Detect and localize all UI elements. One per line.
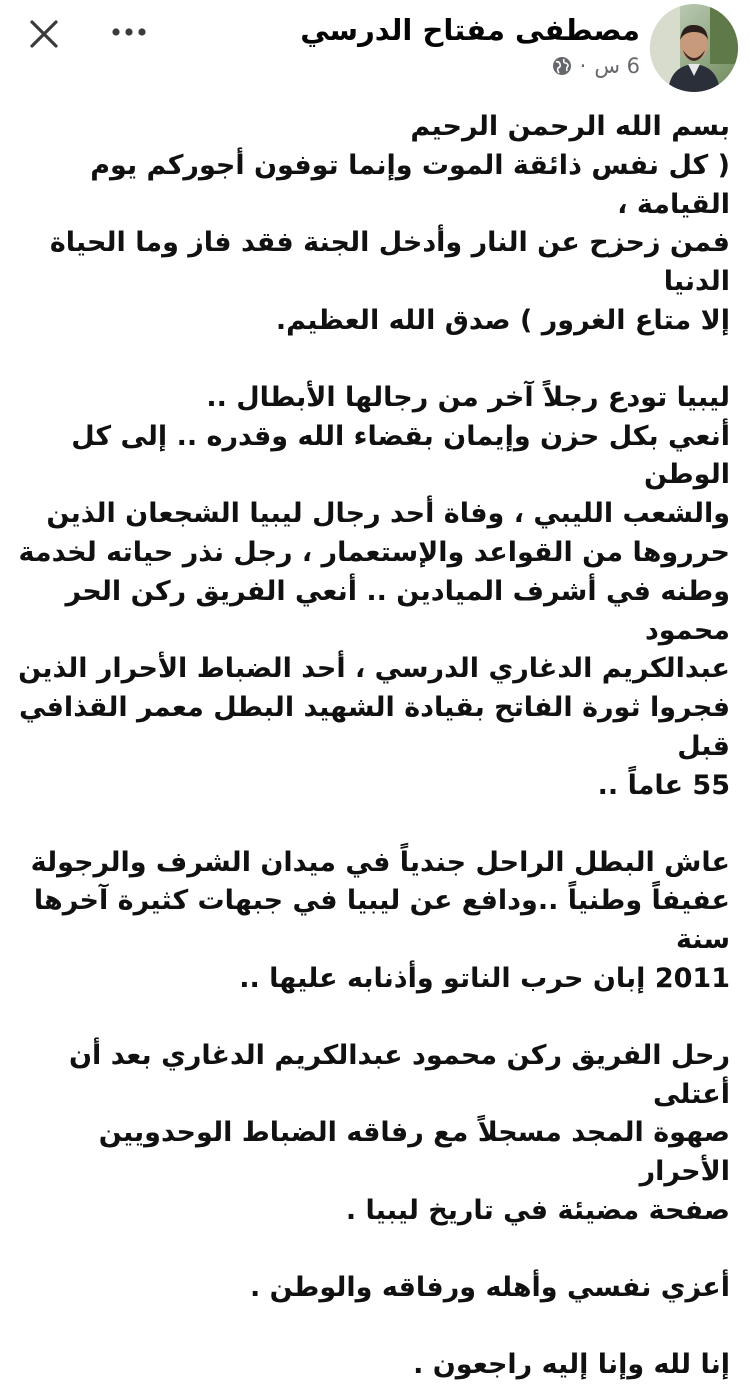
post-line: عبدالكريم الدغاري الدرسي ، أحد الضباط الأحرار الذين <box>18 653 730 685</box>
post-line: ليبيا تودع رجلاً آخر من رجالها الأبطال .. <box>206 381 730 413</box>
more-dots-icon <box>111 27 147 37</box>
post-line: أنعي بكل حزن وإيمان بقضاء الله وقدره .. إلى كل الوطن <box>71 420 730 491</box>
meta-separator: · <box>579 54 587 78</box>
post-line: صفحة مضيئة في تاريخ ليبيا . <box>345 1194 730 1226</box>
avatar[interactable] <box>650 4 738 92</box>
post-line: ( كل نفس ذائقة الموت وإنما توفون أجوركم يوم القيامة ، <box>90 149 730 220</box>
post-line: أعزي نفسي وأهله ورفاقه والوطن . <box>249 1271 730 1303</box>
post-line: عفيفاً وطنياً ..ودافع عن ليبيا في جبهات كثيرة آخرها سنة <box>33 885 730 956</box>
post-line: 2011 إبان حرب الناتو وأذنابه عليها .. <box>239 962 730 994</box>
post-time[interactable]: 6 س <box>594 54 640 78</box>
post-line: وطنه في أشرف الميادين .. أنعي الفريق ركن الحر محمود <box>65 575 730 646</box>
post-line: رحل الفريق ركن محمود عبدالكريم الدغاري بعد أن أعتلى <box>69 1039 730 1110</box>
post-meta <box>300 54 640 78</box>
paragraph-gap <box>18 999 730 1037</box>
post-line: عاش البطل الراحل جندياً في ميدان الشرف والرجولة <box>30 846 730 878</box>
post-line: إلا متاع الغرور ) صدق الله العظيم. <box>275 304 730 336</box>
close-button[interactable] <box>22 12 66 56</box>
post-line: بسم الله الرحمن الرحيم <box>410 111 730 142</box>
post-line: حرروها من القواعد والإستعمار ، رجل نذر حياته لخدمة <box>18 536 730 568</box>
post-line: 55 عاماً .. <box>597 769 730 801</box>
post-header <box>0 0 750 100</box>
paragraph-gap <box>18 1231 730 1269</box>
post-line: صهوة المجد مسجلاً مع رفاقه الضباط الوحدويين الأحرار <box>98 1117 730 1188</box>
more-options-button[interactable] <box>104 14 154 50</box>
post-line: والشعب الليبي ، وفاة أحد رجال ليبيا الشجعان الذين <box>46 498 730 530</box>
post-line: إنا لله وإنا إليه راجعون . <box>413 1348 730 1380</box>
paragraph-gap <box>18 806 730 844</box>
post-text <box>18 108 730 1384</box>
author-name[interactable]: مصطفى مفتاح الدرسي <box>300 13 640 47</box>
close-icon <box>28 18 60 50</box>
paragraph-gap <box>18 341 730 379</box>
post-line: فجروا ثورة الفاتح بقيادة الشهيد البطل معمر القذافي قبل <box>18 692 730 762</box>
post-line: فمن زحزح عن النار وأدخل الجنة فقد فاز وما الحياة الدنيا <box>49 227 730 298</box>
paragraph-gap <box>18 1308 730 1346</box>
globe-icon <box>552 56 572 76</box>
author-info <box>300 10 640 78</box>
